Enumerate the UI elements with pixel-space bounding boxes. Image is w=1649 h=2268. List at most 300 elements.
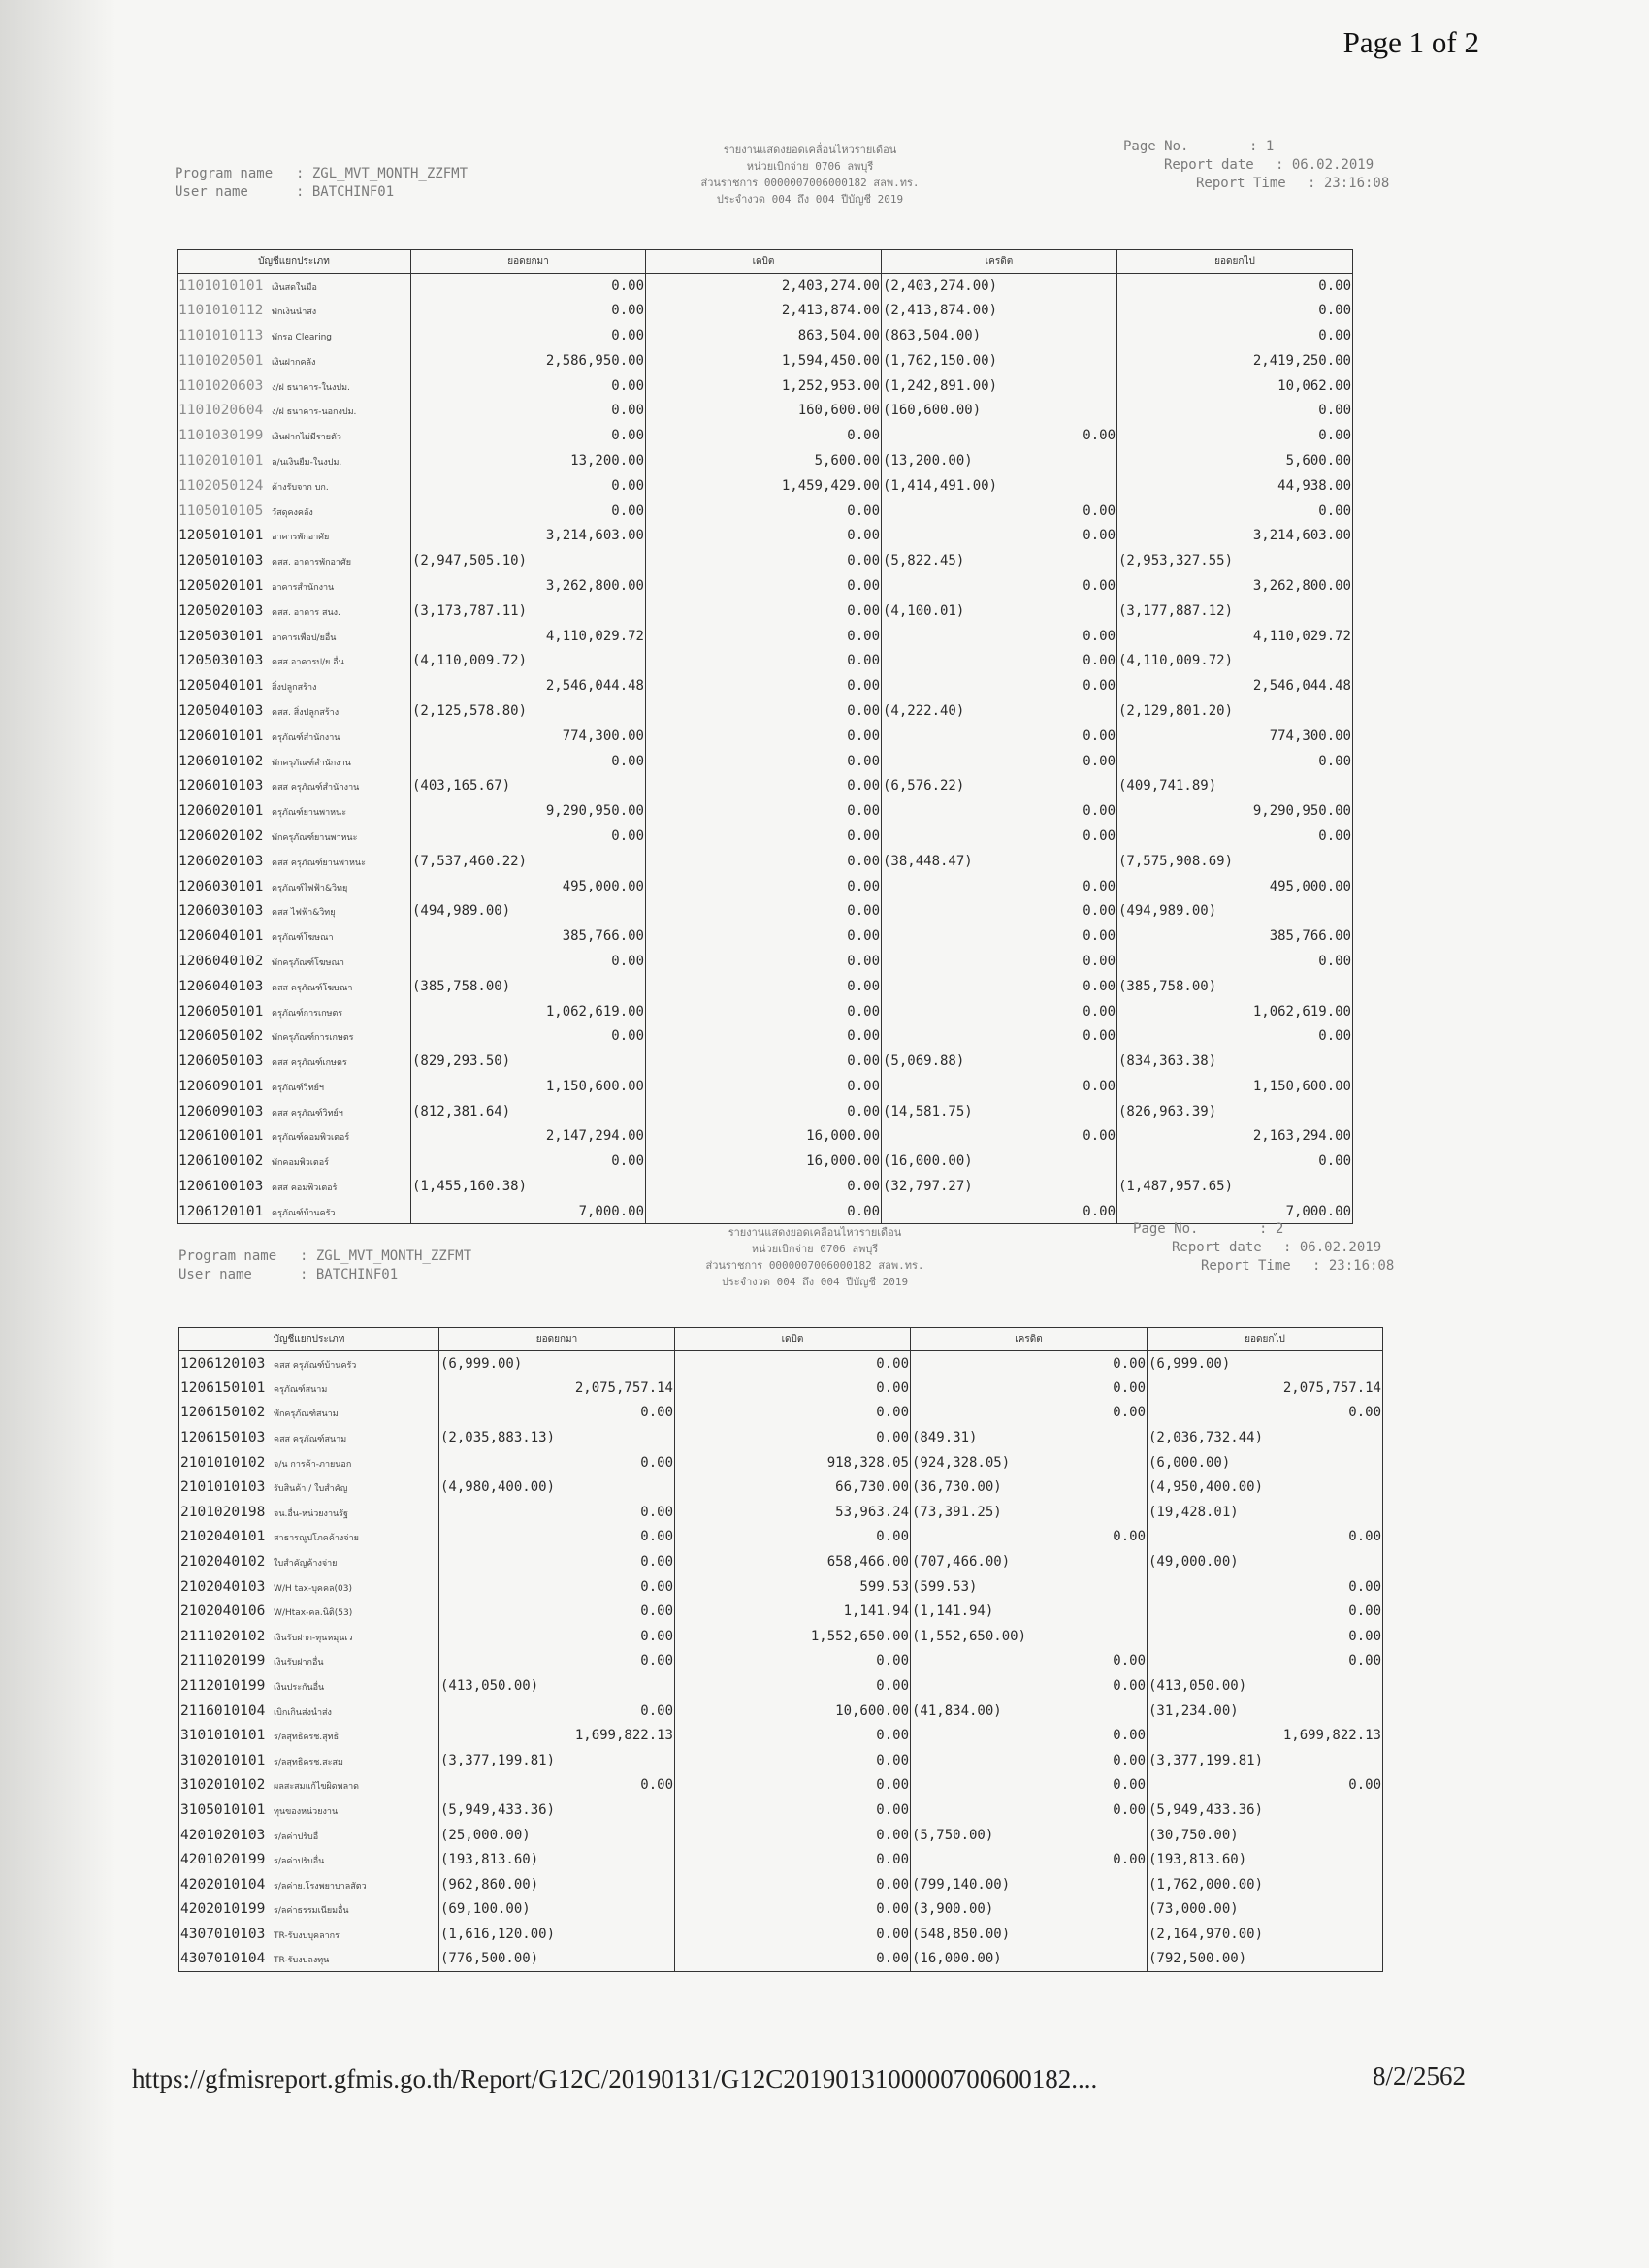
account-cell [178, 673, 411, 698]
credit-cell: (160,600.00) [882, 398, 1117, 423]
brought-forward-cell: 0.00 [439, 1699, 675, 1724]
brought-forward-cell: (3,173,787.11) [411, 599, 646, 624]
credit-cell: (2,413,874.00) [882, 298, 1117, 323]
account-code: 1101020603 [178, 377, 264, 394]
carried-forward-cell: 774,300.00 [1117, 724, 1353, 749]
account-name: TR-รับงบบุคลากร [274, 1930, 340, 1941]
account-name: เงินฝากคลัง [272, 357, 316, 368]
debit-cell: 0.00 [646, 423, 882, 448]
account-name: ครุภัณฑ์การเกษตร [272, 1008, 343, 1019]
account-code: 3101010101 [180, 1728, 266, 1744]
table-row [178, 298, 1353, 323]
account-code: 1102010101 [178, 452, 264, 469]
table-row [178, 698, 1353, 724]
debit-cell: 0.00 [646, 1023, 882, 1049]
brought-forward-cell: (5,949,433.36) [439, 1798, 675, 1823]
carried-forward-cell: (6,000.00) [1148, 1450, 1383, 1475]
account-cell [178, 798, 411, 824]
col-debit: เดบิต [646, 250, 882, 274]
account-name: ร/ลค่าย.โรงพยาบาลสัตว [274, 1881, 367, 1892]
account-cell [178, 298, 411, 323]
carried-forward-cell: (49,000.00) [1148, 1549, 1383, 1574]
page-label: Page 1 of 2 [1342, 25, 1479, 59]
account-name: ร/ลค่าปรับอื่ [274, 1831, 319, 1842]
debit-cell: 0.00 [646, 648, 882, 673]
table-row [178, 423, 1353, 448]
account-name: ครุภัณฑ์คอมพิวเตอร์ [272, 1133, 350, 1144]
account-name: จ/น การค้า-ภายนอก [274, 1459, 352, 1470]
brought-forward-cell: 0.00 [439, 1649, 675, 1674]
account-code: 3105010101 [180, 1801, 266, 1818]
brought-forward-cell: (69,100.00) [439, 1897, 675, 1923]
brought-forward-cell: 0.00 [411, 398, 646, 423]
carried-forward-cell: (4,110,009.72) [1117, 648, 1353, 673]
account-cell [178, 648, 411, 673]
account-cell [179, 1376, 439, 1401]
account-name: สิ่งปลูกสร้าง [272, 683, 317, 694]
table-row [179, 1922, 1383, 1947]
account-cell [178, 1049, 411, 1074]
account-code: 1206100103 [178, 1179, 264, 1195]
carried-forward-cell: 1,699,822.13 [1148, 1723, 1383, 1748]
page-no-value: : 1 [1249, 139, 1275, 154]
brought-forward-cell: (4,980,400.00) [439, 1474, 675, 1500]
account-code: 1206050103 [178, 1053, 264, 1070]
brought-forward-cell: 774,300.00 [411, 724, 646, 749]
period: ประจำงวด 004 ถึง 004 ปีบัญชี 2019 [716, 193, 904, 206]
account-code: 3102010101 [180, 1752, 266, 1768]
credit-cell: (32,797.27) [882, 1174, 1117, 1199]
col-account: บัญชีแยกประเภท [178, 250, 411, 274]
brought-forward-cell: 0.00 [439, 1549, 675, 1574]
account-code: 2102040101 [180, 1529, 266, 1545]
program-name-value: : ZGL_MVT_MONTH_ZZFMT [300, 1248, 472, 1264]
carried-forward-cell: 0.00 [1117, 274, 1353, 299]
account-name: เบิกเกินส่งนำส่ง [274, 1707, 332, 1718]
carried-forward-cell: (1,762,000.00) [1148, 1872, 1383, 1897]
brought-forward-cell: 0.00 [439, 1401, 675, 1426]
account-code: 2112010199 [180, 1678, 266, 1695]
table-row [178, 1149, 1353, 1174]
debit-cell: 2,413,874.00 [646, 298, 882, 323]
debit-cell: 0.00 [675, 1847, 911, 1872]
account-name: ร/ลค่าธรรมเนียมอื่น [274, 1906, 349, 1917]
carried-forward-cell: 2,075,757.14 [1148, 1376, 1383, 1401]
account-name: TR-รับงบลงทุน [274, 1956, 330, 1966]
carried-forward-cell: 1,150,600.00 [1117, 1074, 1353, 1099]
debit-cell: 0.00 [646, 798, 882, 824]
debit-cell: 160,600.00 [646, 398, 882, 423]
debit-cell: 0.00 [675, 1947, 911, 1972]
credit-cell: (14,581.75) [882, 1099, 1117, 1124]
account-name: วัสดุคงคลัง [272, 507, 313, 518]
credit-cell: 0.00 [911, 1351, 1148, 1377]
account-name: อาคารสำนักงาน [272, 582, 335, 593]
account-code: 1206100101 [178, 1128, 264, 1145]
account-name: คสส ครุภัณฑ์วิทย์ฯ [272, 1108, 343, 1118]
ledger-table-page2 [178, 1327, 1383, 1972]
credit-cell: 0.00 [882, 1199, 1117, 1224]
debit-cell: 0.00 [675, 1673, 911, 1699]
debit-cell: 0.00 [646, 898, 882, 923]
account-name: ค้างรับจาก บก. [272, 482, 329, 493]
carried-forward-cell: 0.00 [1148, 1649, 1383, 1674]
account-cell [178, 599, 411, 624]
debit-cell: 0.00 [675, 1525, 911, 1550]
disbursement-unit: หน่วยเบิกจ่าย 0706 ลพบุรี [751, 1243, 879, 1255]
debit-cell: 0.00 [675, 1723, 911, 1748]
debit-cell: 0.00 [646, 1049, 882, 1074]
account-code: 2101010103 [180, 1479, 266, 1496]
table-row [178, 798, 1353, 824]
table-row [178, 599, 1353, 624]
account-name: พักรอ Clearing [272, 332, 332, 342]
table-row [179, 1401, 1383, 1426]
credit-cell: 0.00 [911, 1525, 1148, 1550]
header1-left [175, 165, 468, 202]
credit-cell: 0.00 [882, 1074, 1117, 1099]
account-cell [179, 1847, 439, 1872]
report-title: รายงานแสดงยอดเคลื่อนไหวรายเดือน [728, 1226, 902, 1239]
brought-forward-cell: 0.00 [411, 1149, 646, 1174]
account-cell [178, 499, 411, 524]
debit-cell: 0.00 [675, 1351, 911, 1377]
brought-forward-cell: (3,377,199.81) [439, 1748, 675, 1773]
brought-forward-cell: 2,586,950.00 [411, 348, 646, 373]
account-code: 1101010113 [178, 327, 264, 343]
account-cell [178, 849, 411, 874]
account-name: ง/ฝ ธนาคาร-นอกงปม. [272, 407, 357, 418]
account-name: ครุภัณฑ์วิทย์ฯ [272, 1083, 324, 1093]
account-name: คสส ครุภัณฑ์สนาม [274, 1435, 347, 1445]
account-code: 1206040103 [178, 978, 264, 994]
credit-cell: 0.00 [882, 624, 1117, 649]
debit-cell: 0.00 [646, 573, 882, 599]
brought-forward-cell: 9,290,950.00 [411, 798, 646, 824]
table-row [178, 1023, 1353, 1049]
account-code: 1206100102 [178, 1153, 264, 1170]
account-name: คสส คอมพิวเตอร์ [272, 1183, 338, 1194]
carried-forward-cell: 0.00 [1117, 323, 1353, 348]
debit-cell: 0.00 [646, 548, 882, 573]
account-cell [179, 1500, 439, 1525]
debit-cell: 0.00 [646, 523, 882, 548]
account-cell [179, 1673, 439, 1699]
debit-cell: 1,594,450.00 [646, 348, 882, 373]
account-cell [178, 274, 411, 299]
table-row [179, 1525, 1383, 1550]
account-code: 2111020102 [180, 1628, 266, 1644]
brought-forward-cell: (7,537,460.22) [411, 849, 646, 874]
credit-cell: (1,141.94) [911, 1599, 1148, 1624]
debit-cell: 0.00 [675, 1897, 911, 1923]
account-cell [178, 373, 411, 399]
table-row [179, 1425, 1383, 1450]
account-code: 1206020101 [178, 803, 264, 820]
account-name: คสส ครุภัณฑ์บ้านครัว [274, 1360, 357, 1371]
account-name: พักครุภัณฑ์ยานพาหนะ [272, 832, 358, 843]
brought-forward-cell: (1,616,120.00) [439, 1922, 675, 1947]
credit-cell: 0.00 [911, 1401, 1148, 1426]
table-row [179, 1823, 1383, 1848]
credit-cell: 0.00 [911, 1723, 1148, 1748]
account-code: 1101030199 [178, 428, 264, 444]
carried-forward-cell: 2,546,044.48 [1117, 673, 1353, 698]
credit-cell: (2,403,274.00) [882, 274, 1117, 299]
account-name: ง/ฝ ธนาคาร-ในงปม. [272, 382, 350, 393]
footer-url: https://gfmisreport.gfmis.go.th/Report/G12C/20190131/G12C2019013100000700600182.... [132, 2064, 1098, 2093]
carried-forward-cell: 385,766.00 [1117, 923, 1353, 949]
carried-forward-cell: (409,741.89) [1117, 773, 1353, 798]
credit-cell: (41,834.00) [911, 1699, 1148, 1724]
brought-forward-cell: 495,000.00 [411, 874, 646, 899]
account-cell [178, 573, 411, 599]
brought-forward-cell: 0.00 [439, 1450, 675, 1475]
carried-forward-cell: (413,050.00) [1148, 1673, 1383, 1699]
account-name: คสส ครุภัณฑ์ยานพาหนะ [272, 858, 366, 868]
col-carried-forward: ยอดยกไป [1148, 1328, 1383, 1351]
credit-cell: (5,822.45) [882, 548, 1117, 573]
account-name: พักครุภัณฑ์การเกษตร [272, 1033, 354, 1044]
col-account: บัญชีแยกประเภท [179, 1328, 439, 1351]
table-row [178, 874, 1353, 899]
credit-cell: (1,242,891.00) [882, 373, 1117, 399]
col-carried-forward: ยอดยกไป [1117, 250, 1353, 274]
account-name: ครุภัณฑ์สำนักงาน [272, 732, 340, 743]
table-row [179, 1897, 1383, 1923]
table-row [178, 398, 1353, 423]
account-name: จน.อื่น-หน่วยงานรัฐ [274, 1508, 348, 1519]
debit-cell: 0.00 [646, 749, 882, 774]
account-code: 4202010199 [180, 1901, 266, 1918]
user-name-value: : BATCHINF01 [300, 1267, 399, 1282]
account-name: ผลสะสมแก้ไขผิดพลาด [274, 1782, 359, 1793]
account-name: คสส.อาคารป/ย อื่น [272, 658, 344, 668]
account-cell [178, 824, 411, 849]
credit-cell: (863,504.00) [882, 323, 1117, 348]
carried-forward-cell: 0.00 [1117, 499, 1353, 524]
brought-forward-cell: 2,075,757.14 [439, 1376, 675, 1401]
account-cell [179, 1450, 439, 1475]
account-cell [179, 1574, 439, 1600]
account-code: 1205040103 [178, 702, 264, 719]
carried-forward-cell: (19,428.01) [1148, 1500, 1383, 1525]
carried-forward-cell: 4,110,029.72 [1117, 624, 1353, 649]
account-name: อาคารพักอาศัย [272, 533, 330, 543]
account-name: พักครุภัณฑ์โฆษณา [272, 957, 344, 968]
carried-forward-cell: 2,163,294.00 [1117, 1124, 1353, 1150]
debit-cell: 0.00 [646, 949, 882, 974]
credit-cell: (4,100.01) [882, 599, 1117, 624]
table-row [179, 1549, 1383, 1574]
credit-cell: 0.00 [882, 898, 1117, 923]
account-name: สาธารณูปโภคค้างจ่าย [274, 1534, 359, 1544]
carried-forward-cell: (5,949,433.36) [1148, 1798, 1383, 1823]
table-row [178, 573, 1353, 599]
account-cell [178, 698, 411, 724]
credit-cell: (707,466.00) [911, 1549, 1148, 1574]
table-row [179, 1748, 1383, 1773]
debit-cell: 0.00 [646, 724, 882, 749]
brought-forward-cell: 0.00 [411, 423, 646, 448]
account-code: 1101020604 [178, 403, 264, 419]
carried-forward-cell: (30,750.00) [1148, 1823, 1383, 1848]
table-row [178, 773, 1353, 798]
table-row [178, 1124, 1353, 1150]
page-no-value: : 2 [1259, 1221, 1284, 1237]
account-cell [178, 974, 411, 999]
table-row [178, 323, 1353, 348]
account-name: ร/ลค่าปรับอื่น [274, 1857, 325, 1867]
account-code: 1206020103 [178, 853, 264, 869]
account-code: 1205020101 [178, 577, 264, 594]
brought-forward-cell: 0.00 [411, 473, 646, 499]
account-cell [179, 1798, 439, 1823]
carried-forward-cell: 0.00 [1117, 949, 1353, 974]
brought-forward-cell: 1,699,822.13 [439, 1723, 675, 1748]
brought-forward-cell: 0.00 [439, 1500, 675, 1525]
account-code: 1206020102 [178, 827, 264, 844]
brought-forward-cell: (494,989.00) [411, 898, 646, 923]
debit-cell: 0.00 [646, 1199, 882, 1224]
account-code: 4201020199 [180, 1852, 266, 1868]
credit-cell: (16,000.00) [882, 1149, 1117, 1174]
carried-forward-cell: 0.00 [1148, 1599, 1383, 1624]
account-name: พักคอมพิวเตอร์ [272, 1158, 329, 1169]
account-code: 1206090101 [178, 1078, 264, 1094]
debit-cell: 0.00 [646, 599, 882, 624]
credit-cell: (599.53) [911, 1574, 1148, 1600]
account-name: ครุภัณฑ์โฆษณา [272, 933, 334, 944]
account-name: ร/ลสุทธิครช.สุทธิ [274, 1733, 340, 1743]
carried-forward-cell: 0.00 [1117, 1149, 1353, 1174]
credit-cell: 0.00 [882, 499, 1117, 524]
account-cell [178, 448, 411, 473]
brought-forward-cell: 0.00 [411, 323, 646, 348]
account-cell [178, 949, 411, 974]
table-row [178, 1099, 1353, 1124]
table-row [178, 499, 1353, 524]
account-code: 1205030103 [178, 653, 264, 669]
table-row [178, 1174, 1353, 1199]
carried-forward-cell: 2,419,250.00 [1117, 348, 1353, 373]
account-cell [179, 1922, 439, 1947]
credit-cell: 0.00 [911, 1847, 1148, 1872]
header2-left [178, 1247, 471, 1284]
brought-forward-cell: 0.00 [411, 1023, 646, 1049]
brought-forward-cell: (413,050.00) [439, 1673, 675, 1699]
report-date-value: : 06.02.2019 [1283, 1240, 1382, 1255]
table-row [178, 949, 1353, 974]
account-code: 2116010104 [180, 1702, 266, 1719]
account-name: คสส ครุภัณฑ์เกษตร [272, 1058, 347, 1069]
account-code: 2102040103 [180, 1578, 266, 1595]
table-row [178, 923, 1353, 949]
account-code: 1206050101 [178, 1003, 264, 1020]
carried-forward-cell: (4,950,400.00) [1148, 1474, 1383, 1500]
carried-forward-cell: 3,262,800.00 [1117, 573, 1353, 599]
col-debit: เดบิต [675, 1328, 911, 1351]
carried-forward-cell: (31,234.00) [1148, 1699, 1383, 1724]
debit-cell: 0.00 [646, 773, 882, 798]
brought-forward-cell: 0.00 [439, 1599, 675, 1624]
carried-forward-cell: 0.00 [1117, 749, 1353, 774]
report-time-value: : 23:16:08 [1312, 1258, 1395, 1274]
credit-cell: 0.00 [882, 923, 1117, 949]
credit-cell: (5,750.00) [911, 1823, 1148, 1848]
account-cell [178, 323, 411, 348]
program-name-label: Program name [175, 166, 274, 181]
debit-cell: 53,963.24 [675, 1500, 911, 1525]
credit-cell: (1,552,650.00) [911, 1624, 1148, 1649]
account-code: 1102050124 [178, 477, 264, 494]
carried-forward-cell: 0.00 [1148, 1624, 1383, 1649]
credit-cell: 0.00 [882, 749, 1117, 774]
credit-cell: 0.00 [911, 1376, 1148, 1401]
carried-forward-cell: (73,000.00) [1148, 1897, 1383, 1923]
footer-date: 8/2/2562 [1373, 2061, 1467, 2090]
brought-forward-cell: (25,000.00) [439, 1823, 675, 1848]
account-cell [179, 1425, 439, 1450]
carried-forward-cell: (2,036,732.44) [1148, 1425, 1383, 1450]
account-code: 1206150102 [180, 1405, 266, 1421]
debit-cell: 0.00 [675, 1823, 911, 1848]
account-code: 1206040102 [178, 953, 264, 969]
table-row [178, 624, 1353, 649]
account-name: เงินประกันอื่น [274, 1683, 325, 1694]
carried-forward-cell: 5,600.00 [1117, 448, 1353, 473]
credit-cell: 0.00 [882, 874, 1117, 899]
debit-cell: 599.53 [675, 1574, 911, 1600]
debit-cell: 0.00 [646, 999, 882, 1024]
account-name: รับสินค้า / ใบสำคัญ [274, 1484, 348, 1495]
account-code: 1206030103 [178, 903, 264, 920]
account-name: ร/ลสุทธิครช.สะสม [274, 1757, 343, 1767]
carried-forward-cell: 9,290,950.00 [1117, 798, 1353, 824]
account-code: 1205030101 [178, 628, 264, 644]
table-row [178, 373, 1353, 399]
page-no-label: Page No. [1123, 139, 1189, 154]
table-row [178, 348, 1353, 373]
brought-forward-cell: 4,110,029.72 [411, 624, 646, 649]
account-cell [178, 1124, 411, 1150]
account-code: 1205040101 [178, 678, 264, 695]
credit-cell: 0.00 [882, 1023, 1117, 1049]
account-code: 2102040102 [180, 1554, 266, 1571]
account-name: ใบสำคัญค้างจ่าย [274, 1559, 338, 1570]
account-code: 4201020103 [180, 1827, 266, 1843]
credit-cell: (13,200.00) [882, 448, 1117, 473]
report-time-label: Report Time [1201, 1258, 1291, 1274]
account-code: 1206090103 [178, 1103, 264, 1119]
account-code: 1206120103 [180, 1355, 266, 1372]
brought-forward-cell: 0.00 [439, 1624, 675, 1649]
credit-cell: (36,730.00) [911, 1474, 1148, 1500]
debit-cell: 0.00 [675, 1798, 911, 1823]
header1-center [601, 142, 1018, 208]
credit-cell: (1,762,150.00) [882, 348, 1117, 373]
carried-forward-cell: (3,377,199.81) [1148, 1748, 1383, 1773]
account-cell [178, 898, 411, 923]
account-cell [178, 348, 411, 373]
report-date-label: Report date [1172, 1240, 1262, 1255]
report-time-label: Report Time [1196, 176, 1286, 191]
account-name: W/Htax-คล.นิติ(53) [274, 1608, 353, 1619]
table-row [179, 1798, 1383, 1823]
account-code: 1206010102 [178, 753, 264, 769]
brought-forward-cell: 13,200.00 [411, 448, 646, 473]
header2-center [606, 1224, 1023, 1290]
